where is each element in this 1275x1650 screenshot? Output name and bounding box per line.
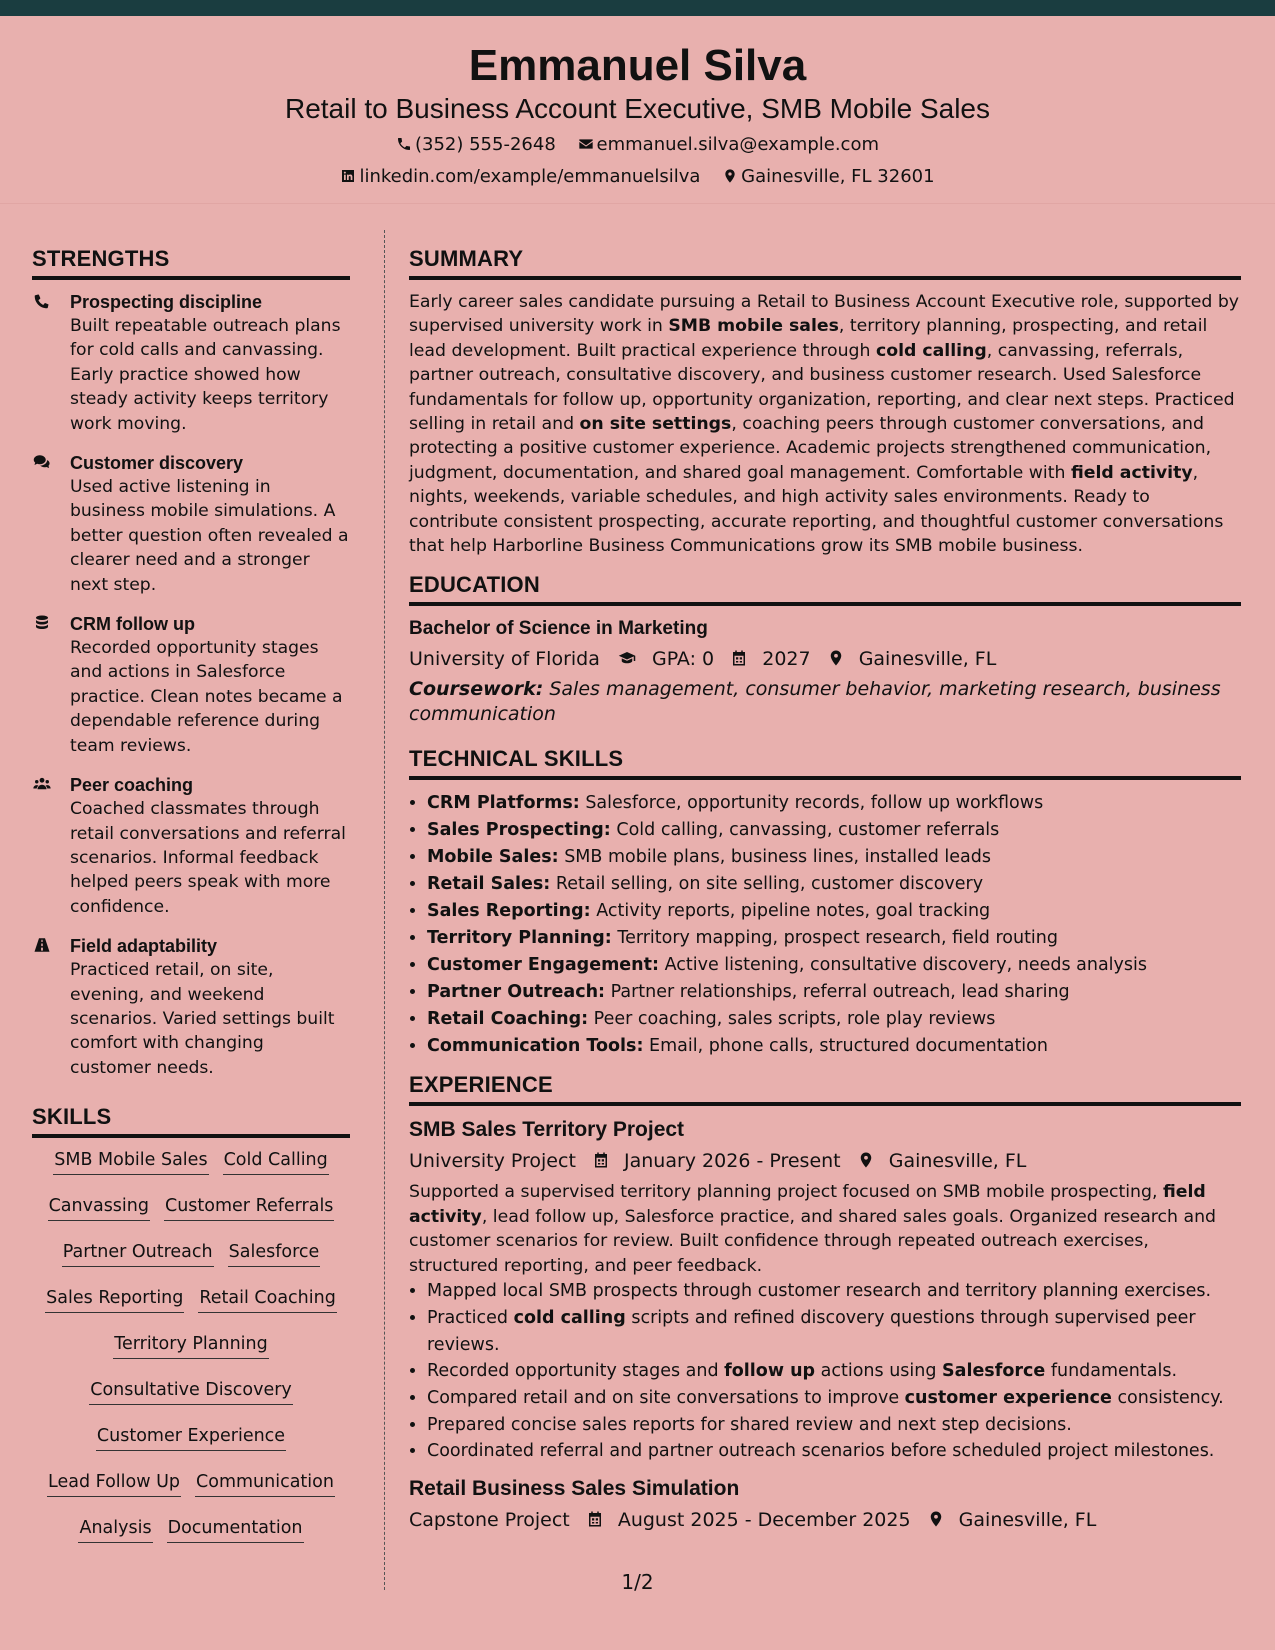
technical-skill-label: Communication Tools: — [427, 1036, 644, 1057]
map-pin-icon — [927, 1510, 945, 1528]
technical-skill-value: Cold calling, canvassing, customer referrals — [610, 820, 1000, 841]
technical-skill-item — [427, 844, 1241, 871]
skill-tag: Territory Planning — [113, 1332, 269, 1359]
skill-tag: Analysis — [78, 1516, 152, 1543]
skill-tag: Cold Calling — [223, 1148, 329, 1175]
technical-skill-value: Salesforce, opportunity records, follow up workflows — [579, 793, 1044, 814]
strength-title: CRM follow up — [70, 614, 195, 635]
candidate-title: Retail to Business Account Executive, SMB Mobile Sales — [284, 93, 990, 124]
job-entry — [409, 1475, 1241, 1533]
strength-item — [32, 451, 350, 597]
education-year: 2027 — [762, 648, 811, 671]
education-degree: Bachelor of Science in Marketing — [409, 618, 708, 640]
page-indicator: 1/2 — [621, 1570, 654, 1594]
skill-tag: Retail Coaching — [198, 1286, 336, 1313]
strengths-heading: STRENGTHS — [32, 246, 350, 280]
contact-linkedin-text[interactable]: linkedin.com/example/emmanuelsilva — [359, 166, 701, 187]
skill-row — [32, 1378, 350, 1405]
bold-text: field activity — [1070, 462, 1193, 483]
job-bullet — [427, 1305, 1241, 1358]
technical-skill-label: Territory Planning: — [427, 928, 612, 949]
skill-tag: Salesforce — [228, 1240, 321, 1267]
contact-email-text[interactable]: emmanuel.silva@example.com — [596, 134, 880, 155]
calendar-icon — [730, 649, 748, 667]
skill-tag: Partner Outreach — [62, 1240, 214, 1267]
education-meta — [409, 646, 1241, 672]
contact-phone-text: (352) 555-2648 — [414, 134, 556, 155]
skill-row — [32, 1516, 350, 1543]
calendar-icon — [592, 1151, 610, 1169]
job-meta — [409, 1507, 1241, 1533]
education-gpa: GPA: 0 — [651, 648, 715, 671]
map-pin-icon — [827, 649, 845, 667]
candidate-name: Emmanuel Silva — [468, 41, 807, 90]
job-summary — [409, 1180, 1241, 1278]
users-icon — [32, 775, 54, 795]
technical-skill-item — [427, 979, 1241, 1006]
skill-tag: Customer Experience — [96, 1424, 286, 1451]
strength-title: Field adaptability — [70, 936, 218, 957]
job-bullet — [427, 1278, 1241, 1305]
technical-skill-label: Sales Reporting: — [427, 901, 591, 922]
education-coursework — [409, 677, 1241, 726]
text-run: actions using — [815, 1361, 943, 1382]
technical-skill-label: CRM Platforms: — [427, 793, 580, 814]
bold-text: cold calling — [875, 340, 987, 361]
technical-skill-item — [427, 925, 1241, 952]
technical-skill-value: Retail selling, on site selling, customer discovery — [550, 874, 984, 895]
strength-text: Practiced retail, on site, evening, and weekend scenarios. Varied settings built comfort with changing customer needs. — [70, 960, 335, 1078]
road-icon — [32, 936, 54, 956]
skill-row — [32, 1240, 350, 1267]
strength-title: Customer discovery — [70, 453, 244, 474]
job-meta — [409, 1148, 1241, 1174]
skill-tag: SMB Mobile Sales — [53, 1148, 208, 1175]
skill-row — [32, 1194, 350, 1221]
text-run: Supported a supervised territory planning project focused on SMB mobile prospecting, — [409, 1182, 1163, 1203]
technical-skill-item — [427, 790, 1241, 817]
strength-item — [32, 290, 350, 436]
technical-skill-item — [427, 1033, 1241, 1060]
database-icon — [32, 614, 54, 634]
skill-tag: Consultative Discovery — [89, 1378, 293, 1405]
bold-text: SMB mobile sales — [668, 316, 839, 337]
text-run: , canvassing, referrals, partner outreach, consultative discovery, and business customer research. Used Salesforce fundamentals for follow up, opportunity organization, reporting, and clear next steps. Practiced selling in retail and — [409, 340, 1235, 435]
job-dates: January 2026 - Present — [623, 1150, 841, 1173]
text-run: , coaching peers through customer conversations, and protecting a positive customer experience. Academic projects strengthened communication, judgment, documentation, and shared goal management. Comfortable with — [409, 414, 1212, 483]
text-run: , nights, weekends, variable schedules, and high activity sales environments. Ready to contribute consistent prospecting, accurate reporting, and thoughtful customer conversations that help Harborline Business Communications grow its SMB mobile business. — [409, 462, 1224, 557]
technical-skill-value: Active listening, consultative discovery, needs analysis — [659, 955, 1147, 976]
skill-tag: Lead Follow Up — [47, 1470, 181, 1497]
linkedin-icon — [340, 168, 356, 184]
graduation-cap-icon — [616, 649, 638, 667]
coursework-text: Sales management, consumer behavior, marketing research, business communication — [409, 678, 1221, 725]
bold-text: cold calling — [513, 1307, 626, 1328]
map-pin-icon — [722, 168, 738, 184]
technical-skill-value: Peer coaching, sales scripts, role play reviews — [588, 1009, 996, 1030]
job-bullet — [427, 1438, 1241, 1465]
job-org: Capstone Project — [409, 1509, 570, 1532]
technical-skill-item — [427, 1006, 1241, 1033]
text-run: fundamentals. — [1045, 1361, 1178, 1382]
job-bullet — [427, 1412, 1241, 1439]
header-separator — [0, 203, 1275, 204]
technical-skill-value: Email, phone calls, structured documentation — [643, 1036, 1048, 1057]
phone-icon — [32, 292, 54, 312]
job-title: SMB Sales Territory Project — [409, 1118, 685, 1142]
skill-tag: Communication — [195, 1470, 335, 1497]
technical-skill-value: SMB mobile plans, business lines, installed leads — [558, 847, 991, 868]
technical-skill-item — [427, 952, 1241, 979]
job-location: Gainesville, FL — [888, 1150, 1027, 1173]
bold-text: customer experience — [904, 1387, 1112, 1408]
contact-line-2 — [0, 166, 1275, 188]
contact-line-1 — [0, 134, 1275, 156]
job-bullet — [427, 1358, 1241, 1385]
phone-icon — [396, 136, 412, 152]
text-run: Prepared concise sales reports for shared review and next step decisions. — [427, 1414, 1072, 1435]
text-run: consistency. — [1111, 1387, 1224, 1408]
contact-location-text: Gainesville, FL 32601 — [741, 166, 935, 187]
technical-skill-label: Retail Coaching: — [427, 1009, 589, 1030]
comments-icon — [32, 453, 54, 473]
strength-text: Coached classmates through retail conversations and referral scenarios. Informal feedback helped peers speak with more confidence. — [70, 799, 346, 917]
job-org: University Project — [409, 1150, 576, 1173]
left-column — [32, 246, 350, 1562]
skill-tag: Sales Reporting — [45, 1286, 184, 1313]
strengths-list — [32, 290, 350, 1080]
strength-text: Used active listening in business mobile simulations. A better question often revealed a clearer need and a stronger next step. — [70, 477, 349, 595]
technical-skill-value: Activity reports, pipeline notes, goal tracking — [590, 901, 991, 922]
education-location: Gainesville, FL — [858, 648, 997, 671]
technical-skill-value: Territory mapping, prospect research, field routing — [611, 928, 1058, 949]
technical-skills-list — [409, 790, 1241, 1060]
strength-item — [32, 773, 350, 919]
skill-row — [32, 1332, 350, 1359]
skills-list — [32, 1148, 350, 1543]
skill-tag: Canvassing — [48, 1194, 150, 1221]
calendar-icon — [586, 1510, 604, 1528]
strength-text: Recorded opportunity stages and actions in Salesforce practice. Clean notes became a dependable reference during team reviews. — [70, 638, 343, 756]
text-run: Coordinated referral and partner outreach scenarios before scheduled project milestones. — [427, 1441, 1215, 1462]
text-run: Early career sales candidate pursuing a Retail to Business Account Executive role, supported by supervised university work in — [409, 292, 1240, 337]
text-run: scripts and refined discovery questions through supervised peer reviews. — [427, 1307, 1196, 1355]
technical-skill-item — [427, 871, 1241, 898]
column-divider — [384, 230, 385, 1590]
job-bullet — [427, 1385, 1241, 1412]
coursework-label: Coursework: — [409, 678, 544, 701]
job-dates: August 2025 - December 2025 — [617, 1509, 911, 1532]
text-run: Mapped local SMB prospects through customer research and territory planning exercises. — [427, 1281, 1212, 1302]
job-entry — [409, 1116, 1241, 1465]
text-run: , lead follow up, Salesforce practice, and shared sales goals. Organized research and customer scenarios for review. Built confidence through repeated outreach exercises, structured reporting, and peer feedback. — [409, 1206, 1216, 1276]
contact-location — [722, 166, 934, 188]
strength-title: Prospecting discipline — [70, 292, 263, 312]
summary-heading: SUMMARY — [409, 246, 1241, 280]
job-location: Gainesville, FL — [958, 1509, 1097, 1532]
text-run: Recorded opportunity stages and — [427, 1361, 725, 1382]
strength-text: Built repeatable outreach plans for cold calls and canvassing. Early practice showed how steady activity keeps territory work moving. — [70, 316, 341, 434]
bold-text: follow up — [724, 1361, 816, 1382]
technical-skill-item — [427, 898, 1241, 925]
skill-tag: Documentation — [167, 1516, 304, 1543]
skill-row — [32, 1148, 350, 1175]
technical-skills-heading: TECHNICAL SKILLS — [409, 746, 1241, 780]
technical-skill-label: Partner Outreach: — [427, 982, 606, 1003]
text-run: Compared retail and on site conversations to improve — [427, 1387, 905, 1408]
map-pin-icon — [857, 1151, 875, 1169]
technical-skill-item — [427, 817, 1241, 844]
strength-item — [32, 612, 350, 758]
skill-row — [32, 1470, 350, 1497]
skill-row — [32, 1286, 350, 1313]
contact-phone — [396, 134, 556, 156]
resume-header — [0, 16, 1275, 204]
right-column — [409, 246, 1241, 1533]
technical-skill-label: Sales Prospecting: — [427, 820, 611, 841]
technical-skill-label: Mobile Sales: — [427, 847, 559, 868]
top-accent-bar — [0, 0, 1275, 16]
strength-item — [32, 934, 350, 1080]
envelope-icon — [578, 136, 594, 152]
job-bullets — [409, 1278, 1241, 1465]
summary-text — [409, 290, 1241, 558]
strength-title: Peer coaching — [70, 775, 194, 796]
bold-text: on site settings — [579, 414, 732, 435]
contact-email[interactable] — [578, 134, 880, 156]
technical-skill-value: Partner relationships, referral outreach, lead sharing — [605, 982, 1070, 1003]
skills-heading: SKILLS — [32, 1104, 350, 1138]
technical-skill-label: Customer Engagement: — [427, 955, 660, 976]
education-school: University of Florida — [409, 648, 600, 671]
text-run: Practiced — [427, 1307, 514, 1328]
technical-skill-label: Retail Sales: — [427, 874, 551, 895]
text-run: , territory planning, prospecting, and retail lead development. Built practical experience through — [409, 316, 1208, 361]
contact-linkedin[interactable] — [340, 166, 700, 188]
skill-row — [32, 1424, 350, 1451]
bold-text: field activity — [409, 1182, 1206, 1227]
experience-heading: EXPERIENCE — [409, 1072, 1241, 1106]
education-heading: EDUCATION — [409, 572, 1241, 606]
skill-tag: Customer Referrals — [164, 1194, 334, 1221]
job-title: Retail Business Sales Simulation — [409, 1477, 740, 1501]
bold-text: Salesforce — [942, 1361, 1046, 1382]
